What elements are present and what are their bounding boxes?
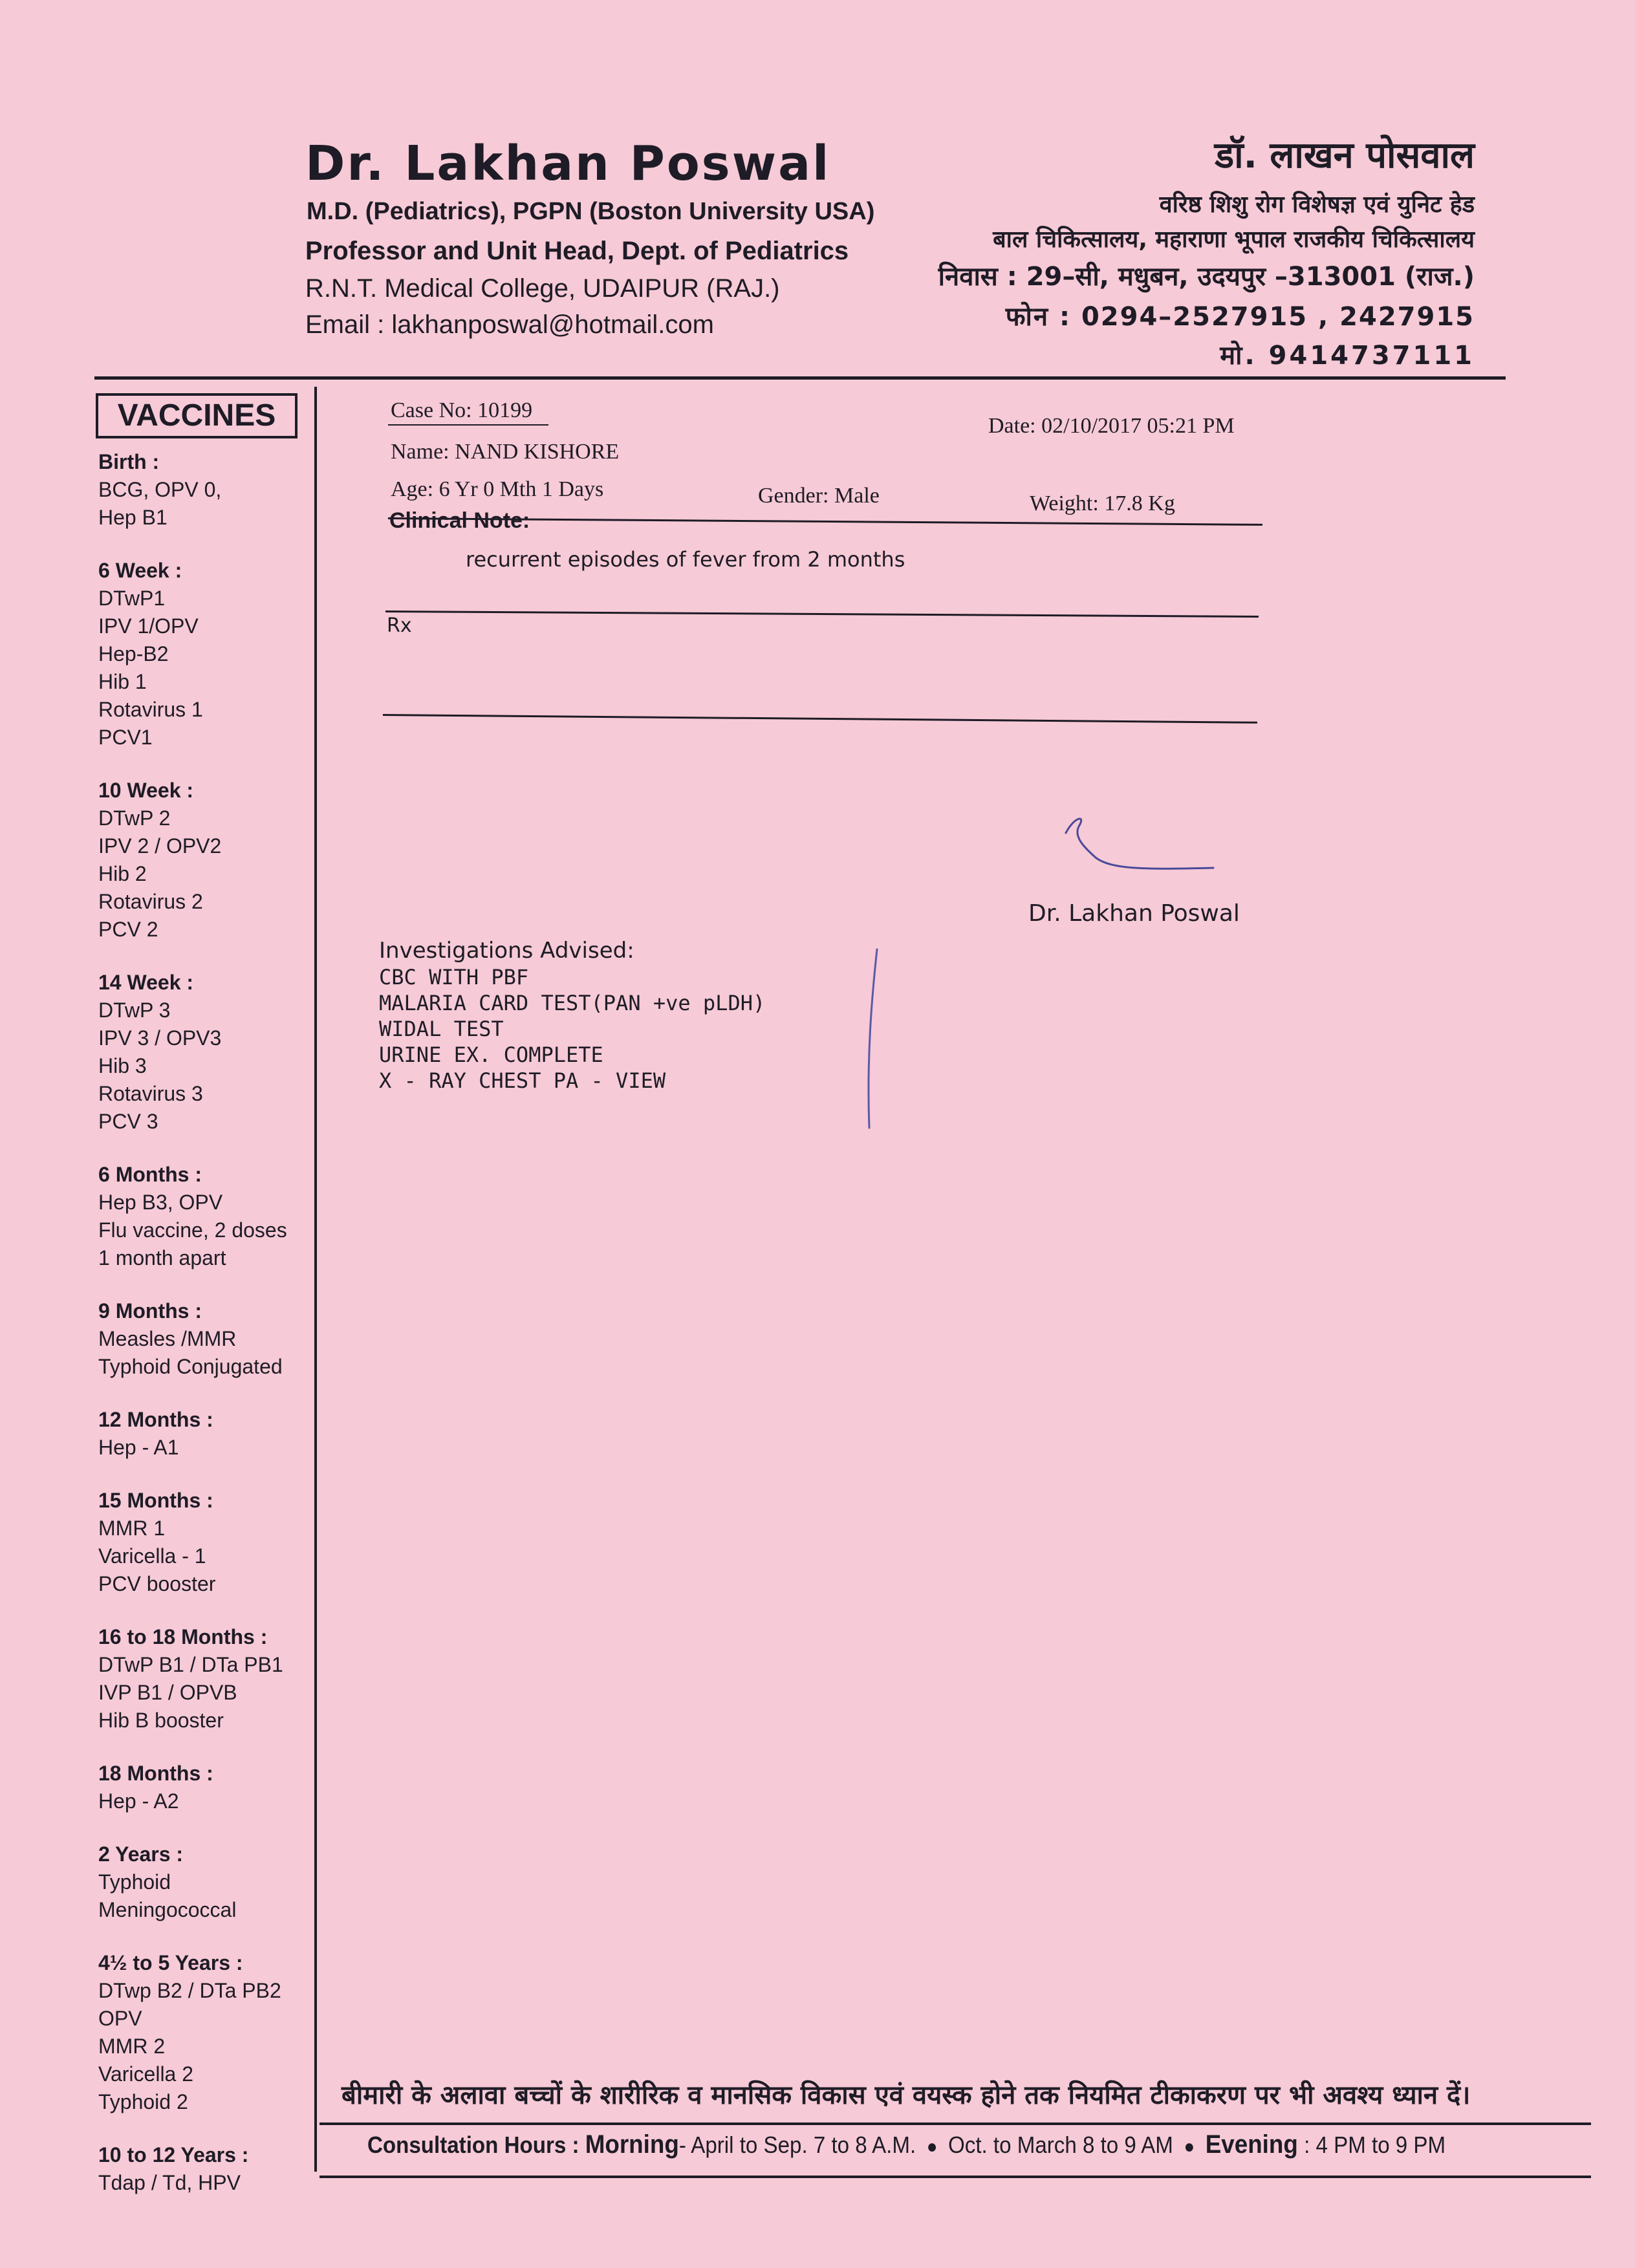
- vaccine-item: Hep B3, OPV: [98, 1191, 223, 1214]
- morning-summer-time: - April to Sep. 7 to 8 A.M.: [678, 2132, 916, 2158]
- vaccine-item: Tdap / Td, HPV: [98, 2171, 241, 2194]
- vaccine-item: IPV 3 / OPV3: [98, 1026, 222, 1050]
- doctor-email: Email : lakhanposwal@hotmail.com: [305, 310, 714, 339]
- doctor-college: R.N.T. Medical College, UDAIPUR (RAJ.): [305, 274, 780, 303]
- vaccine-item: Typhoid 2: [98, 2090, 188, 2113]
- vaccine-item: PCV booster: [98, 1572, 216, 1595]
- vaccine-item: Typhoid: [98, 1870, 171, 1894]
- vaccine-group: [98, 968, 312, 1136]
- footer-bottom-rule: [319, 2176, 1591, 2178]
- vaccine-item: DTwp B2 / DTa PB2: [98, 1979, 281, 2002]
- vaccine-item: BCG, OPV 0,: [98, 478, 222, 501]
- vaccine-group-heading: 9 Months :: [98, 1299, 202, 1323]
- vaccine-item: Measles /MMR: [98, 1327, 237, 1350]
- vaccine-item: IPV 2 / OPV2: [98, 834, 222, 858]
- investigation-item: MALARIA CARD TEST(PAN +ve pLDH): [379, 991, 766, 1015]
- vaccine-group-heading: 10 Week :: [98, 779, 194, 802]
- vaccines-title: VACCINES: [96, 393, 298, 438]
- vaccine-group: [98, 1759, 312, 1815]
- vaccine-item: Typhoid Conjugated: [98, 1355, 283, 1378]
- vaccine-item: DTwP 3: [98, 999, 171, 1022]
- vaccine-group: [98, 1949, 312, 2116]
- footer-top-rule: [319, 2122, 1591, 2125]
- vaccine-item: Hep - A1: [98, 1436, 179, 1459]
- vaccine-item: PCV 2: [98, 918, 158, 941]
- investigations-title: Investigations Advised:: [379, 938, 634, 964]
- doctor-qualification: M.D. (Pediatrics), PGPN (Boston University USA): [307, 198, 875, 225]
- clinical-note-rule: [385, 610, 1259, 618]
- consultation-hours: [367, 2130, 1446, 2159]
- vaccine-item: Hib B booster: [98, 1709, 224, 1732]
- evening-label: Evening: [1205, 2130, 1298, 2159]
- hospital-hindi: बाल चिकित्सालय, महाराणा भूपाल राजकीय चिकित्सालय: [993, 226, 1475, 253]
- bullet-icon: ●: [926, 2136, 938, 2157]
- vaccine-group: [98, 448, 312, 532]
- vaccine-item: Meningococcal: [98, 1898, 237, 1921]
- vaccine-item: IPV 1/OPV: [98, 614, 199, 638]
- vaccine-item: Hib 3: [98, 1054, 147, 1077]
- vaccine-item: Hep-B2: [98, 642, 169, 665]
- vaccine-schedule: [98, 448, 312, 2221]
- vaccine-item: Varicella 2: [98, 2062, 194, 2086]
- vaccine-group: [98, 776, 312, 944]
- vaccine-group-heading: 4½ to 5 Years :: [98, 1951, 243, 1974]
- vaccine-group-heading: 6 Months :: [98, 1163, 202, 1186]
- vaccine-group-heading: 15 Months :: [98, 1489, 213, 1512]
- header-divider: [94, 376, 1506, 380]
- vaccine-item: PCV1: [98, 726, 153, 749]
- vaccine-group: [98, 1840, 312, 1924]
- pen-mark: [858, 945, 883, 1133]
- investigation-item: X - RAY CHEST PA - VIEW: [379, 1068, 666, 1093]
- vaccine-group: [98, 1486, 312, 1598]
- vaccine-item: Hib 2: [98, 862, 147, 885]
- bullet-icon: ●: [1184, 2136, 1195, 2157]
- vaccine-item: Rotavirus 3: [98, 1082, 203, 1105]
- vaccine-item: Hep B1: [98, 506, 168, 529]
- visit-date: Date: 02/10/2017 05:21 PM: [988, 414, 1235, 438]
- doctor-designation: Professor and Unit Head, Dept. of Pediatrics: [305, 237, 849, 265]
- vaccine-group: [98, 1297, 312, 1381]
- patient-weight: Weight: 17.8 Kg: [1030, 491, 1175, 515]
- advice-note-hindi: बीमारी के अलावा बच्चों के शारीरिक व मानसिक विकास एवं वयस्क होने तक नियमित टीकाकरण पर भी अवश्य ध्यान दें।: [341, 2080, 1471, 2110]
- vaccine-group: [98, 1623, 312, 1734]
- vaccine-item: Hib 1: [98, 670, 147, 693]
- investigation-item: CBC WITH PBF: [379, 965, 529, 989]
- patient-age: Age: 6 Yr 0 Mth 1 Days: [391, 477, 604, 501]
- clinical-note-label: Clinical Note:: [389, 508, 530, 533]
- case-number: Case No: 10199: [391, 398, 533, 422]
- vaccine-item: DTwP B1 / DTa PB1: [98, 1653, 283, 1676]
- doctor-name: Dr. Lakhan Poswal: [305, 136, 831, 191]
- vaccine-item: Varicella - 1: [98, 1544, 206, 1568]
- case-underline: [388, 424, 548, 426]
- vaccine-item: PCV 3: [98, 1110, 158, 1133]
- sidebar-divider: [314, 387, 317, 2172]
- vaccine-group-heading: 14 Week :: [98, 971, 194, 994]
- evening-time: : 4 PM to 9 PM: [1304, 2132, 1446, 2158]
- vaccine-item: Flu vaccine, 2 doses: [98, 1218, 287, 1242]
- vaccine-item: Rotavirus 2: [98, 890, 203, 913]
- designation-hindi: वरिष्ठ शिशु रोग विशेषज्ञ एवं युनिट हेड: [1159, 191, 1475, 218]
- doctor-name-hindi: डॉ. लाखन पोसवाल: [1215, 135, 1475, 177]
- vaccine-group-heading: 18 Months :: [98, 1762, 213, 1785]
- investigation-item: WIDAL TEST: [379, 1017, 504, 1041]
- rx-rule: [383, 714, 1257, 724]
- vaccine-group-heading: 12 Months :: [98, 1408, 213, 1431]
- address-hindi: निवास : 29–सी, मधुबन, उदयपुर –313001 (राज.): [938, 262, 1475, 292]
- vaccine-group-heading: 2 Years :: [98, 1842, 184, 1866]
- patient-gender: Gender: Male: [758, 484, 880, 508]
- vaccine-item: DTwP 2: [98, 806, 171, 830]
- vaccine-item: Rotavirus 1: [98, 698, 203, 721]
- consultation-hours-label: Consultation Hours :: [367, 2132, 579, 2158]
- vaccine-group: [98, 556, 312, 751]
- patient-name: Name: NAND KISHORE: [391, 440, 620, 464]
- signature-name: Dr. Lakhan Poswal: [1028, 900, 1240, 927]
- rx-label: Rx: [387, 614, 412, 637]
- clinical-note-text: recurrent episodes of fever from 2 months: [466, 547, 905, 572]
- vaccine-group-heading: 6 Week :: [98, 559, 182, 582]
- vaccine-group: [98, 1160, 312, 1272]
- vaccine-group-heading: 16 to 18 Months :: [98, 1625, 268, 1648]
- vaccine-item: DTwP1: [98, 587, 166, 610]
- vaccine-item: MMR 1: [98, 1517, 166, 1540]
- vaccine-item: Hep - A2: [98, 1789, 179, 1813]
- morning-winter-time: Oct. to March 8 to 9 AM: [948, 2132, 1173, 2158]
- vaccine-group-heading: Birth :: [98, 450, 160, 473]
- vaccine-group: [98, 1405, 312, 1462]
- vaccine-item: MMR 2: [98, 2035, 166, 2058]
- signature-scribble: [1054, 808, 1222, 880]
- phone-hindi: फोन : 0294–2527915 , 2427915: [1005, 302, 1475, 332]
- vaccine-item: IVP B1 / OPVB: [98, 1681, 237, 1704]
- mobile-hindi: मो. 9414737111: [1220, 341, 1475, 371]
- vaccine-group-heading: 10 to 12 Years :: [98, 2143, 249, 2166]
- vaccine-item: 1 month apart: [98, 1246, 226, 1269]
- vaccine-item: OPV: [98, 2007, 142, 2030]
- morning-label: Morning: [585, 2130, 679, 2159]
- investigation-item: URINE EX. COMPLETE: [379, 1042, 603, 1067]
- vaccine-group: [98, 2141, 312, 2197]
